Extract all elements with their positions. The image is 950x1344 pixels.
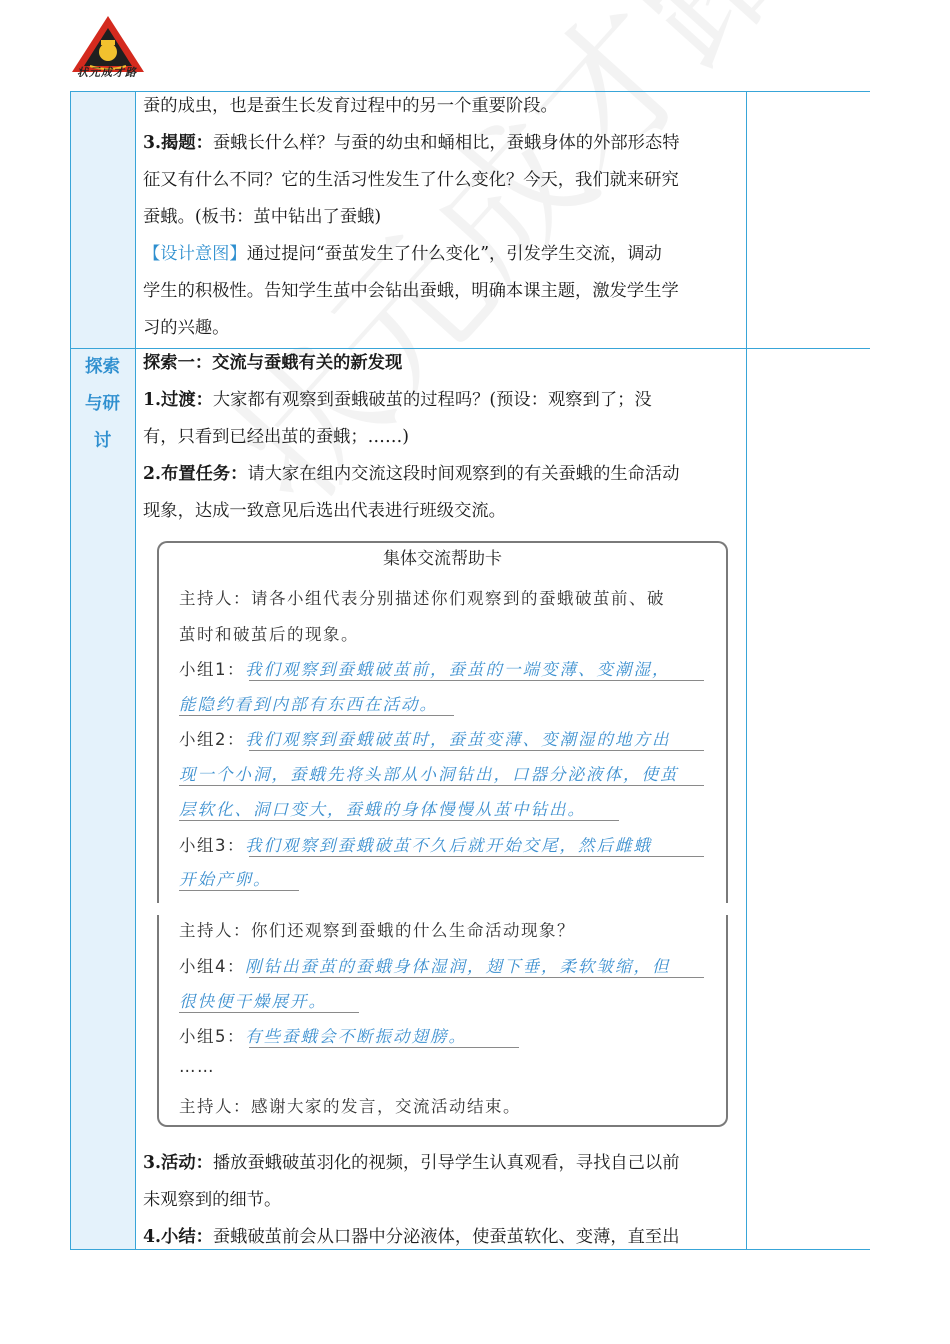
column-divider xyxy=(135,91,136,1250)
host-line: 主持人：你们还观察到蚕蛾的什么生命活动现象？ xyxy=(179,921,575,940)
group-label: 小组1： xyxy=(179,660,245,679)
step-line xyxy=(143,1145,743,1182)
group-answer: 刚钻出蚕茧的蚕蛾身体湿润，翅下垂，柔软皱缩，但 xyxy=(245,957,671,976)
answer-underline xyxy=(249,1047,519,1048)
step-head: 4.小结： xyxy=(143,1227,213,1247)
group-label: 小组5： xyxy=(179,1027,245,1046)
host-line: 主持人：请各小组代表分别描述你们观察到的蚕蛾破茧前、破 xyxy=(179,589,665,608)
explore-section-continued xyxy=(143,1145,743,1256)
group-line xyxy=(179,832,652,856)
step-line xyxy=(143,382,743,419)
step-text: 大家都有观察到蚕蛾破茧的过程吗？(预设：观察到了；没 xyxy=(212,390,652,410)
step-head: 1.过渡： xyxy=(143,390,213,410)
help-card-continued xyxy=(157,915,728,1127)
group-line xyxy=(179,726,671,750)
answer-underline xyxy=(179,715,454,716)
ellipsis: …… xyxy=(179,1057,215,1076)
group-answer: 我们观察到蚕蛾破茧时，蚕茧变薄、变潮湿的地方出 xyxy=(245,730,671,749)
group-answer: 有些蚕蛾会不断振动翅膀。 xyxy=(245,1027,467,1046)
intro-line: 蚕的成虫，也是蚕生长发育过程中的另一个重要阶段。 xyxy=(143,96,558,116)
group-answer: 现一个小洞，蚕蛾先将头部从小洞钻出，口器分泌液体，使茧 xyxy=(179,765,679,784)
group-line xyxy=(179,656,671,680)
answer-underline xyxy=(179,820,619,821)
stage-label xyxy=(70,349,135,460)
reveal-text: 蚕蛾长什么样？与蚕的幼虫和蛹相比，蚕蛾身体的外部形态特 xyxy=(212,133,680,153)
step-line xyxy=(143,456,743,493)
step-text: 播放蚕蛾破茧羽化的视频，引导学生认真观看，寻找自己以前 xyxy=(212,1153,680,1173)
column-divider xyxy=(746,91,747,1250)
intro-section xyxy=(143,88,743,347)
intent-text: 通过提问“蚕茧发生了什么变化”，引发学生交流，调动 xyxy=(246,244,662,264)
group-label: 小组3： xyxy=(179,836,245,855)
step-text: 蚕蛾破茧前会从口器中分泌液体，使蚕茧软化、变薄，直至出 xyxy=(212,1227,680,1247)
group-line xyxy=(179,1023,467,1047)
step-text: 请大家在组内交流这段时间观察到的有关蚕蛾的生命活动 xyxy=(247,464,680,484)
group-answer: 我们观察到蚕蛾破茧前，蚕茧的一端变薄、变潮湿， xyxy=(245,660,671,679)
intent-line: 学生的积极性。告知学生茧中会钻出蚕蛾，明确本课主题，激发学生学 xyxy=(143,281,679,301)
host-line: 茧时和破茧后的现象。 xyxy=(179,625,359,644)
reveal-line: 蚕蛾。(板书：茧中钻出了蚕蛾) xyxy=(143,207,382,227)
explore-heading: 探索一：交流与蚕蛾有关的新发现 xyxy=(143,353,403,373)
answer-underline xyxy=(179,785,704,786)
group-answer: 很快便干燥展开。 xyxy=(179,992,327,1011)
answer-underline xyxy=(249,750,704,751)
answer-underline xyxy=(179,890,299,891)
group-answer: 能隐约看到内部有东西在活动。 xyxy=(179,695,438,714)
answer-underline xyxy=(179,1012,359,1013)
group-label: 小组4： xyxy=(179,957,245,976)
step-line: 现象，达成一致意见后选出代表进行班级交流。 xyxy=(143,501,506,521)
step-line: 有，只看到已经出茧的蚕蛾；……) xyxy=(143,427,409,447)
answer-underline xyxy=(249,680,704,681)
answer-underline xyxy=(249,977,704,978)
stage-column xyxy=(70,92,135,1249)
group-line xyxy=(179,953,671,977)
intent-line: 习的兴趣。 xyxy=(143,318,230,338)
answer-underline xyxy=(249,856,704,857)
step-line xyxy=(143,1219,743,1256)
group-answer: 层软化、洞口变大，蚕蛾的身体慢慢从茧中钻出。 xyxy=(179,800,586,819)
group-answer: 我们观察到蚕蛾破茧不久后就开始交尾，然后雌蛾 xyxy=(245,836,652,855)
host-line: 主持人：感谢大家的发言，交流活动结束。 xyxy=(179,1097,521,1116)
group-label: 小组2： xyxy=(179,730,245,749)
reveal-head: 3.揭题： xyxy=(143,133,213,153)
card-title: 集体交流帮助卡 xyxy=(383,549,502,569)
step-head: 3.活动： xyxy=(143,1153,213,1173)
intent-tag: 【设计意图】 xyxy=(143,244,247,264)
step-head: 2.布置任务： xyxy=(143,464,248,484)
reveal-line xyxy=(143,125,743,162)
explore-section xyxy=(143,345,743,530)
group-answer: 开始产卵。 xyxy=(179,870,272,889)
intent-line xyxy=(143,236,743,273)
stage-label-text: 探索与研讨 xyxy=(85,357,120,451)
reveal-line: 征又有什么不同？它的生活习性发生了什么变化？今天，我们就来研究 xyxy=(143,170,679,190)
table-left-border xyxy=(70,91,71,1250)
step-line: 未观察到的细节。 xyxy=(143,1190,282,1210)
help-card xyxy=(157,541,728,903)
logo-text: 状元成才路 xyxy=(77,66,137,79)
